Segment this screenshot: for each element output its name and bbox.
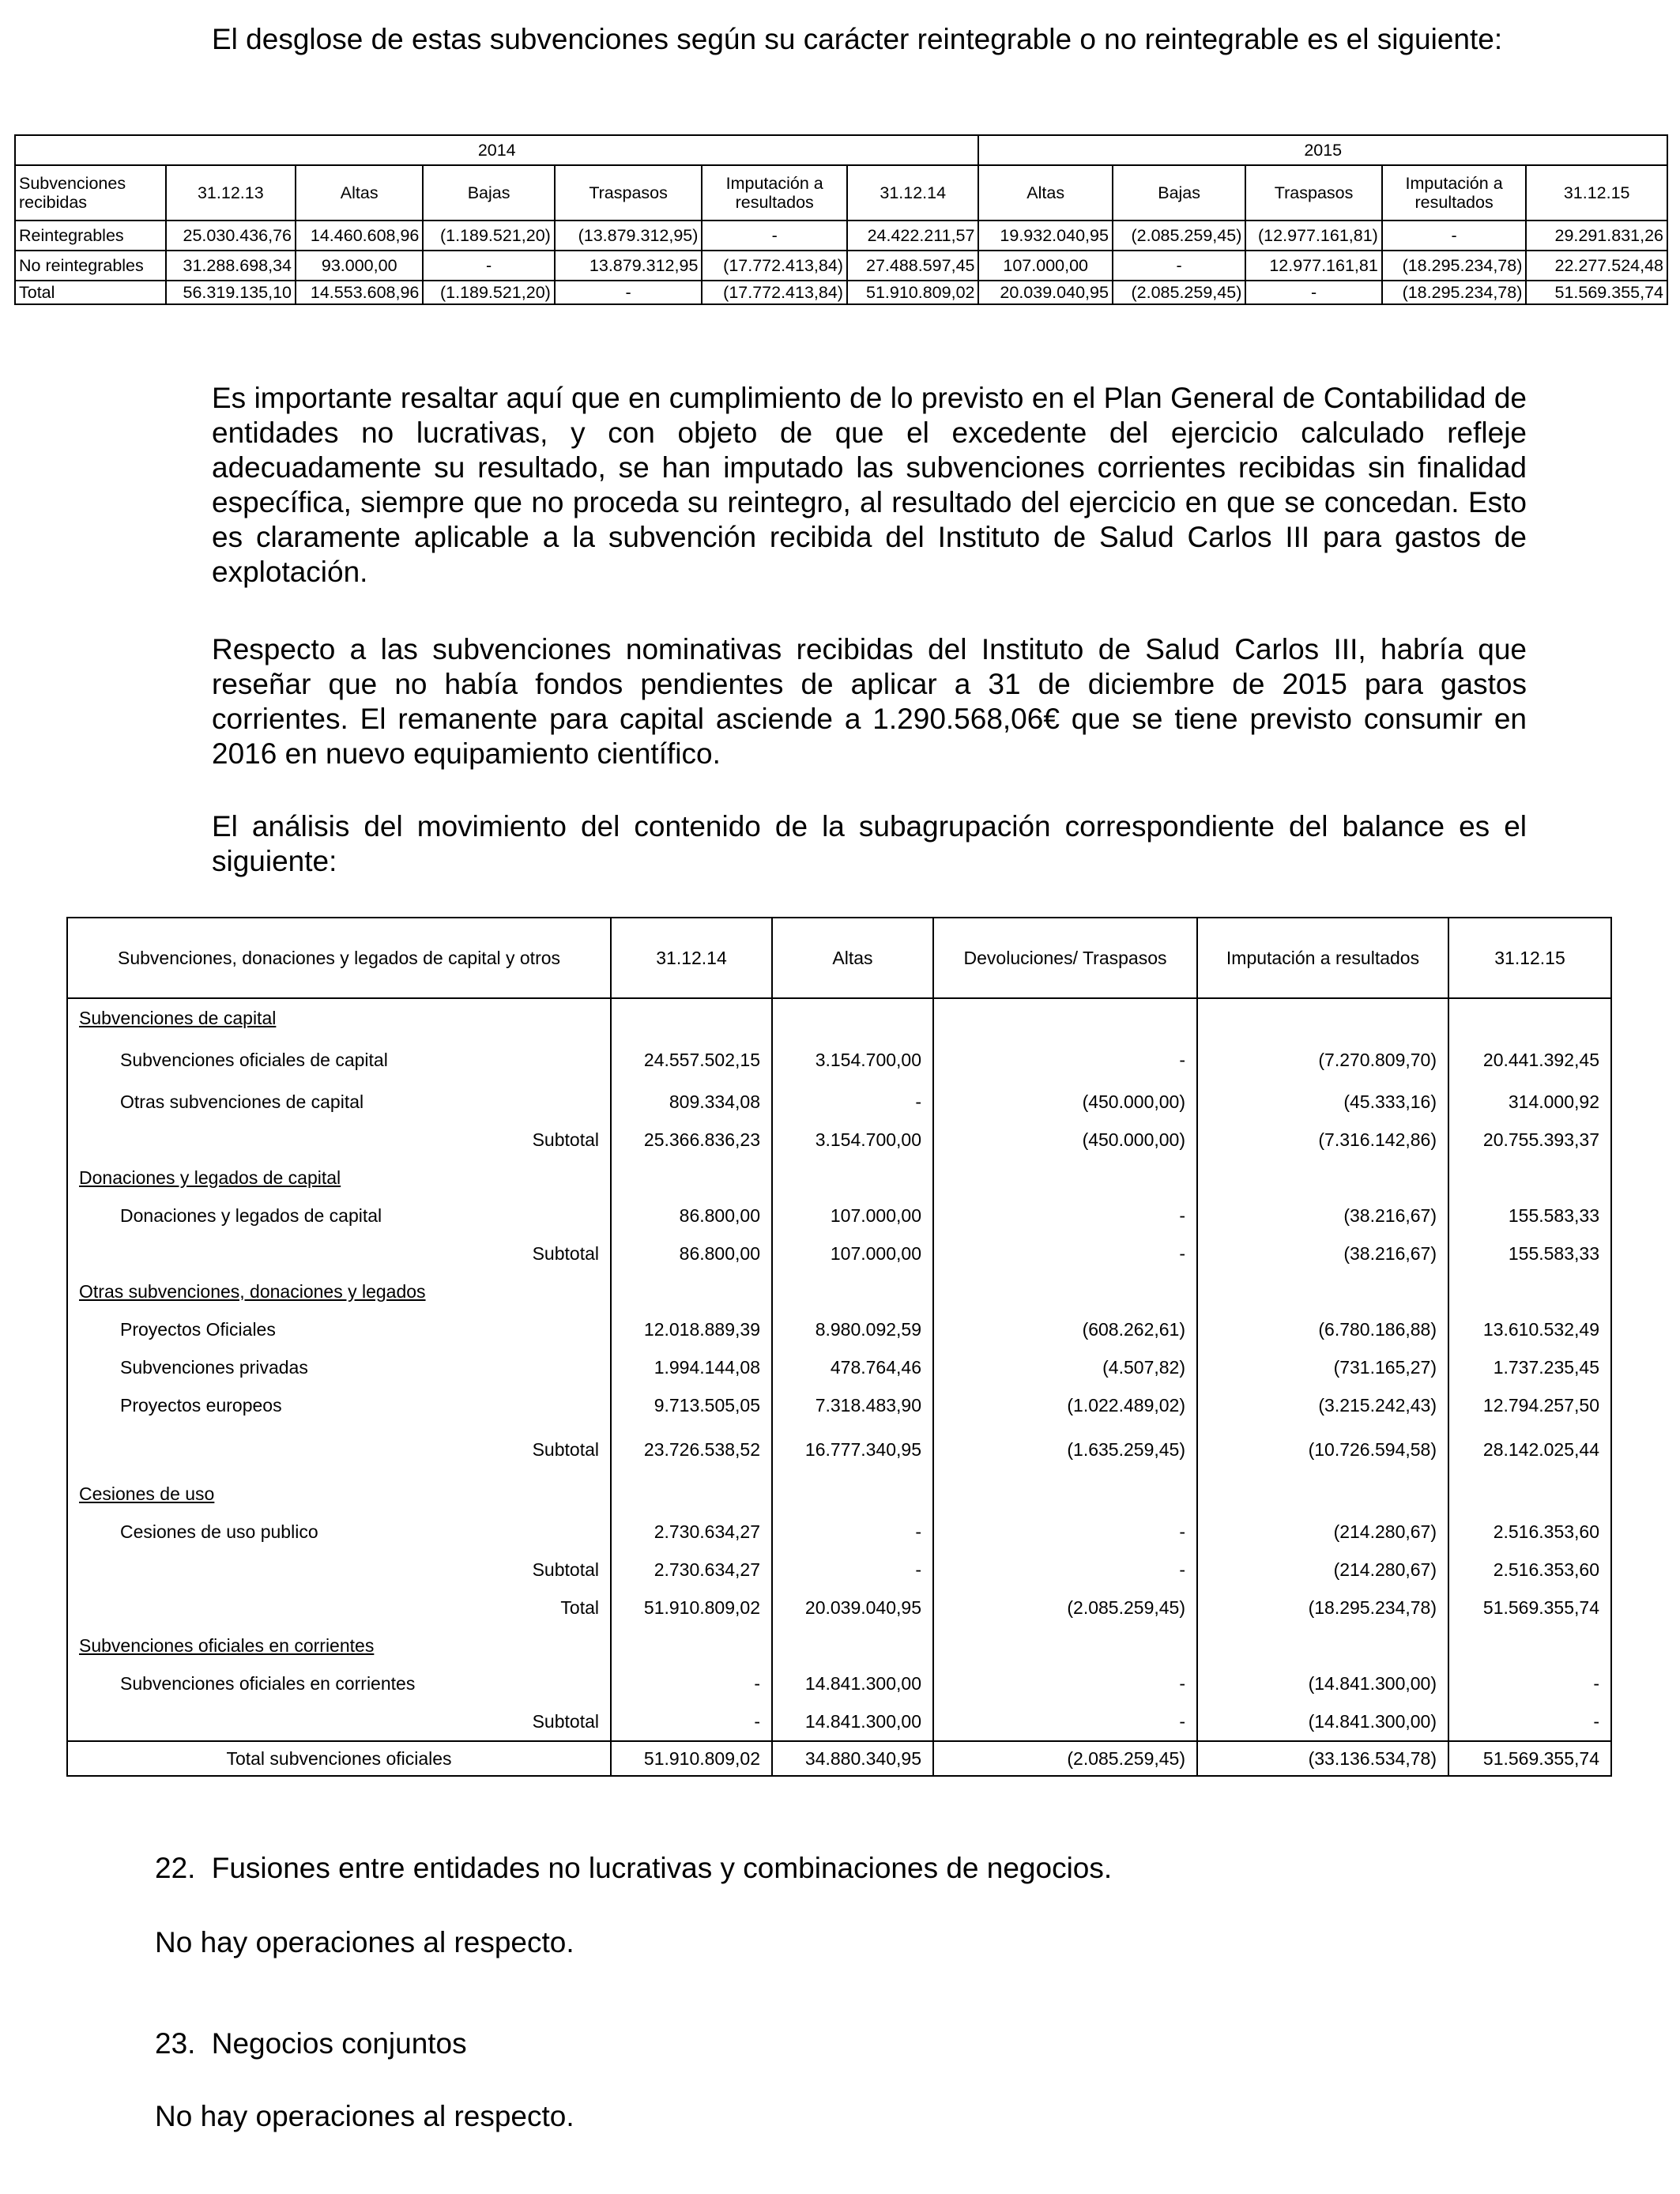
column-header: 31.12.14 bbox=[611, 918, 772, 998]
table-cell: 93.000,00 bbox=[296, 251, 423, 281]
table-cell: 20.039.040,95 bbox=[978, 281, 1112, 304]
column-header: Imputación a resultados bbox=[702, 165, 847, 221]
row-label: Subtotal bbox=[67, 1121, 611, 1159]
table-cell: (18.295.234,78) bbox=[1197, 1589, 1448, 1627]
table-cell: 19.932.040,95 bbox=[978, 221, 1112, 251]
table-cell: 3.154.700,00 bbox=[772, 1037, 933, 1083]
table-row bbox=[15, 251, 1667, 281]
column-header: Imputación a resultados bbox=[1197, 918, 1448, 998]
table-cell: 1.737.235,45 bbox=[1448, 1348, 1611, 1386]
table-cell: (2.085.259,45) bbox=[933, 1741, 1197, 1776]
table-cell: (13.879.312,95) bbox=[555, 221, 703, 251]
table-cell: 51.569.355,74 bbox=[1448, 1741, 1611, 1776]
table-cell: 809.334,08 bbox=[611, 1083, 772, 1121]
row-label: Otras subvenciones de capital bbox=[67, 1083, 611, 1121]
table-cell: - bbox=[933, 1235, 1197, 1272]
table-cell: (214.280,67) bbox=[1197, 1513, 1448, 1551]
subtotal-row bbox=[67, 1121, 1611, 1159]
table-cell: - bbox=[772, 1083, 933, 1121]
table-cell: 20.755.393,37 bbox=[1448, 1121, 1611, 1159]
column-header: Imputación a resultados bbox=[1382, 165, 1527, 221]
table-cell: (2.085.259,45) bbox=[1113, 221, 1245, 251]
row-label: Total bbox=[67, 1589, 611, 1627]
row-label: Total bbox=[15, 281, 166, 304]
section-number: 22. bbox=[155, 1852, 196, 1884]
table-cell: (1.022.489,02) bbox=[933, 1386, 1197, 1424]
row-label: Subvenciones privadas bbox=[67, 1348, 611, 1386]
table-cell: (12.977.161,81) bbox=[1245, 221, 1381, 251]
table-cell: (4.507,82) bbox=[933, 1348, 1197, 1386]
table-cell: 3.154.700,00 bbox=[772, 1121, 933, 1159]
category-row bbox=[67, 1475, 1611, 1513]
table-cell: (17.772.413,84) bbox=[702, 281, 847, 304]
column-header: Traspasos bbox=[1245, 165, 1381, 221]
table-cell: - bbox=[772, 1551, 933, 1589]
column-header: Bajas bbox=[1113, 165, 1245, 221]
row-label: Subtotal bbox=[67, 1702, 611, 1741]
category-label: Otras subvenciones, donaciones y legados bbox=[67, 1272, 611, 1310]
subsidies-breakdown-table bbox=[14, 134, 1668, 305]
table-cell: 14.841.300,00 bbox=[772, 1702, 933, 1741]
table-cell: (7.316.142,86) bbox=[1197, 1121, 1448, 1159]
table-cell: - bbox=[933, 1702, 1197, 1741]
table-cell: (2.085.259,45) bbox=[933, 1589, 1197, 1627]
table-cell: 51.569.355,74 bbox=[1448, 1589, 1611, 1627]
row-label: Subtotal bbox=[67, 1424, 611, 1475]
table-cell: 2.516.353,60 bbox=[1448, 1513, 1611, 1551]
row-label: Cesiones de uso publico bbox=[67, 1513, 611, 1551]
paragraph-plan-general: Es importante resaltar aquí que en cumplimiento de lo previsto en el Plan General de Contabilidad de entidades no lucrativas, y con objeto de que el excedente del ejercicio calculado refleje adecuadamente su resultado, se han imputado las subvenciones corrientes recibidas sin finalidad específica, siempre que no proceda su reintegro, al resultado del ejercicio en que se concedan. Esto es claramente aplicable a la subvención recibida del Instituto de Salud Carlos III para gastos de explotación. bbox=[212, 382, 1527, 588]
table-cell: 51.910.809,02 bbox=[611, 1741, 772, 1776]
table-cell: (10.726.594,58) bbox=[1197, 1424, 1448, 1475]
table-cell: - bbox=[933, 1197, 1197, 1235]
table-cell: (450.000,00) bbox=[933, 1083, 1197, 1121]
table-cell: 51.569.355,74 bbox=[1526, 281, 1667, 304]
table-cell: 14.841.300,00 bbox=[772, 1664, 933, 1702]
table-cell: (608.262,61) bbox=[933, 1310, 1197, 1348]
table-cell: 2.730.634,27 bbox=[611, 1551, 772, 1589]
section-22-body: No hay operaciones al respecto. bbox=[155, 1926, 574, 1958]
table-cell: - bbox=[1245, 281, 1381, 304]
row-label: Proyectos europeos bbox=[67, 1386, 611, 1424]
table-row bbox=[67, 1664, 1611, 1702]
subtotal-row bbox=[67, 1424, 1611, 1475]
table-cell: (18.295.234,78) bbox=[1382, 281, 1527, 304]
table-cell: 2.730.634,27 bbox=[611, 1513, 772, 1551]
table-cell: - bbox=[611, 1702, 772, 1741]
table-cell: (1.635.259,45) bbox=[933, 1424, 1197, 1475]
table-cell: 107.000,00 bbox=[772, 1235, 933, 1272]
table-cell: - bbox=[1382, 221, 1527, 251]
table-cell: (14.841.300,00) bbox=[1197, 1702, 1448, 1741]
table-cell: 12.794.257,50 bbox=[1448, 1386, 1611, 1424]
section-22-heading bbox=[155, 1851, 1112, 1886]
table-row bbox=[67, 1083, 1611, 1121]
table-cell: (1.189.521,20) bbox=[423, 221, 554, 251]
table-cell: 24.422.211,57 bbox=[847, 221, 979, 251]
year-2014-header: 2014 bbox=[15, 135, 978, 165]
row-label: Proyectos Oficiales bbox=[67, 1310, 611, 1348]
table-cell: (38.216,67) bbox=[1197, 1235, 1448, 1272]
subtotal-row bbox=[67, 1551, 1611, 1589]
table-row bbox=[67, 1386, 1611, 1424]
year-2015-header: 2015 bbox=[978, 135, 1667, 165]
table-cell: - bbox=[555, 281, 703, 304]
row-label: Subvenciones oficiales en corrientes bbox=[67, 1664, 611, 1702]
table-cell: 155.583,33 bbox=[1448, 1197, 1611, 1235]
table-cell: 27.488.597,45 bbox=[847, 251, 979, 281]
table-cell: - bbox=[933, 1664, 1197, 1702]
intro-paragraph: El desglose de estas subvenciones según su carácter reintegrable o no reintegrable es el siguiente: bbox=[212, 23, 1503, 55]
paragraph-analisis: El análisis del movimiento del contenido de la subagrupación correspondiente del balance es el siguiente: bbox=[212, 810, 1527, 877]
table-cell: (7.270.809,70) bbox=[1197, 1037, 1448, 1083]
table-cell: 34.880.340,95 bbox=[772, 1741, 933, 1776]
column-header: Subvenciones, donaciones y legados de capital y otros bbox=[67, 918, 611, 998]
table-cell: - bbox=[1113, 251, 1245, 281]
table-cell: (6.780.186,88) bbox=[1197, 1310, 1448, 1348]
table-cell: - bbox=[933, 1513, 1197, 1551]
paragraph-nominativas: Respecto a las subvenciones nominativas recibidas del Instituto de Salud Carlos III, habría que reseñar que no había fondos pendientes de aplicar a 31 de diciembre de 2015 para gastos corrientes. El remanente para capital asciende a 1.290.568,06€ que se tiene previsto consumir en 2016 en nuevo equipamiento científico. bbox=[212, 633, 1527, 770]
category-label: Donaciones y legados de capital bbox=[67, 1159, 611, 1197]
table-cell: (214.280,67) bbox=[1197, 1551, 1448, 1589]
row-label: Total subvenciones oficiales bbox=[67, 1741, 611, 1776]
table-cell: - bbox=[702, 221, 847, 251]
table-cell: (38.216,67) bbox=[1197, 1197, 1448, 1235]
table-cell: (18.295.234,78) bbox=[1382, 251, 1527, 281]
table-cell: 51.910.809,02 bbox=[847, 281, 979, 304]
table-row bbox=[67, 1037, 1611, 1083]
table-cell: 20.441.392,45 bbox=[1448, 1037, 1611, 1083]
grand-total-row bbox=[67, 1741, 1611, 1776]
column-header: Subvenciones recibidas bbox=[15, 165, 166, 221]
row-label: Donaciones y legados de capital bbox=[67, 1197, 611, 1235]
table-cell: 12.977.161,81 bbox=[1245, 251, 1381, 281]
column-header: 31.12.15 bbox=[1448, 918, 1611, 998]
table-cell: 23.726.538,52 bbox=[611, 1424, 772, 1475]
table-row-total bbox=[15, 281, 1667, 304]
column-header: 31.12.15 bbox=[1526, 165, 1667, 221]
section-title: Fusiones entre entidades no lucrativas y combinaciones de negocios. bbox=[211, 1852, 1113, 1884]
table-cell: - bbox=[772, 1513, 933, 1551]
table-row bbox=[67, 1348, 1611, 1386]
table-cell: 13.610.532,49 bbox=[1448, 1310, 1611, 1348]
table-cell: 56.319.135,10 bbox=[166, 281, 296, 304]
category-label: Cesiones de uso bbox=[67, 1475, 611, 1513]
column-header: 31.12.13 bbox=[166, 165, 296, 221]
section-title: Negocios conjuntos bbox=[211, 2027, 467, 2060]
table-cell: - bbox=[611, 1664, 772, 1702]
row-label: Reintegrables bbox=[15, 221, 166, 251]
row-label: Subvenciones oficiales de capital bbox=[67, 1037, 611, 1083]
section-number: 23. bbox=[155, 2027, 196, 2060]
subtotal-row bbox=[67, 1702, 1611, 1741]
table-cell: - bbox=[1448, 1702, 1611, 1741]
table-cell: 20.039.040,95 bbox=[772, 1589, 933, 1627]
table-row bbox=[67, 1310, 1611, 1348]
table-cell: (33.136.534,78) bbox=[1197, 1741, 1448, 1776]
table-cell: - bbox=[933, 1551, 1197, 1589]
category-row bbox=[67, 1159, 1611, 1197]
column-header: Devoluciones/ Traspasos bbox=[933, 918, 1197, 998]
table-cell: 107.000,00 bbox=[772, 1197, 933, 1235]
table-cell: 478.764,46 bbox=[772, 1348, 933, 1386]
table-cell: (17.772.413,84) bbox=[702, 251, 847, 281]
section-23-heading bbox=[155, 2026, 467, 2061]
table-cell: 25.366.836,23 bbox=[611, 1121, 772, 1159]
table-cell: (3.215.242,43) bbox=[1197, 1386, 1448, 1424]
column-header: Altas bbox=[978, 165, 1112, 221]
table-cell: 31.288.698,34 bbox=[166, 251, 296, 281]
table-cell: 29.291.831,26 bbox=[1526, 221, 1667, 251]
table-cell: 155.583,33 bbox=[1448, 1235, 1611, 1272]
table-cell: (2.085.259,45) bbox=[1113, 281, 1245, 304]
row-label: Subtotal bbox=[67, 1235, 611, 1272]
table-cell: 86.800,00 bbox=[611, 1197, 772, 1235]
table-cell: - bbox=[933, 1037, 1197, 1083]
column-header: Bajas bbox=[423, 165, 554, 221]
table-row bbox=[67, 1513, 1611, 1551]
table-cell: 7.318.483,90 bbox=[772, 1386, 933, 1424]
table-cell: 28.142.025,44 bbox=[1448, 1424, 1611, 1475]
capital-subsidies-movement-table bbox=[66, 917, 1612, 1777]
row-label: No reintegrables bbox=[15, 251, 166, 281]
column-header: Traspasos bbox=[555, 165, 703, 221]
category-row bbox=[67, 1627, 1611, 1664]
category-label: Subvenciones oficiales en corrientes bbox=[67, 1627, 611, 1664]
table-cell: 1.994.144,08 bbox=[611, 1348, 772, 1386]
table-cell: (14.841.300,00) bbox=[1197, 1664, 1448, 1702]
table-cell: 25.030.436,76 bbox=[166, 221, 296, 251]
category-row bbox=[67, 998, 1611, 1037]
section-23-body: No hay operaciones al respecto. bbox=[155, 2100, 574, 2132]
table-cell: 9.713.505,05 bbox=[611, 1386, 772, 1424]
table-cell: (1.189.521,20) bbox=[423, 281, 554, 304]
table-cell: 12.018.889,39 bbox=[611, 1310, 772, 1348]
table-cell: 13.879.312,95 bbox=[555, 251, 703, 281]
table-cell: 107.000,00 bbox=[978, 251, 1112, 281]
category-row bbox=[67, 1272, 1611, 1310]
table-cell: - bbox=[423, 251, 554, 281]
table-cell: 14.553.608,96 bbox=[296, 281, 423, 304]
table-cell: 16.777.340,95 bbox=[772, 1424, 933, 1475]
table-cell: 51.910.809,02 bbox=[611, 1589, 772, 1627]
column-header: Altas bbox=[296, 165, 423, 221]
table-cell: - bbox=[1448, 1664, 1611, 1702]
table-cell: (731.165,27) bbox=[1197, 1348, 1448, 1386]
table-row bbox=[15, 221, 1667, 251]
table-cell: (45.333,16) bbox=[1197, 1083, 1448, 1121]
column-header: 31.12.14 bbox=[847, 165, 979, 221]
table-cell: 8.980.092,59 bbox=[772, 1310, 933, 1348]
table-cell: 2.516.353,60 bbox=[1448, 1551, 1611, 1589]
table-cell: (450.000,00) bbox=[933, 1121, 1197, 1159]
subtotal-row bbox=[67, 1235, 1611, 1272]
table-row bbox=[67, 1197, 1611, 1235]
column-header: Altas bbox=[772, 918, 933, 998]
table-cell: 314.000,92 bbox=[1448, 1083, 1611, 1121]
total-row bbox=[67, 1589, 1611, 1627]
table-cell: 22.277.524,48 bbox=[1526, 251, 1667, 281]
table-cell: 86.800,00 bbox=[611, 1235, 772, 1272]
table-cell: 14.460.608,96 bbox=[296, 221, 423, 251]
table-cell: 24.557.502,15 bbox=[611, 1037, 772, 1083]
category-label: Subvenciones de capital bbox=[67, 998, 611, 1037]
row-label: Subtotal bbox=[67, 1551, 611, 1589]
